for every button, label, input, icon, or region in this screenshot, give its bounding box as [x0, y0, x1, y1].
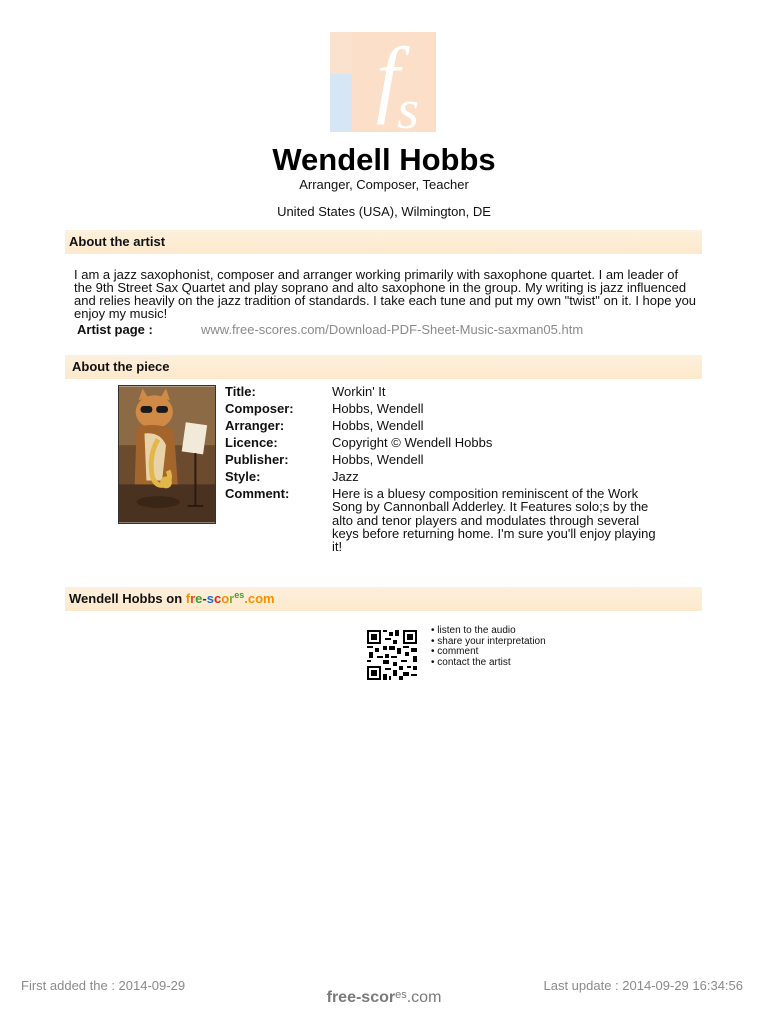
- artist-on-site-prefix: Wendell Hobbs on: [69, 591, 186, 606]
- arranger-value: Hobbs, Wendell: [332, 418, 424, 433]
- style-label: Style:: [225, 469, 261, 484]
- footer-logo-es: es: [395, 989, 407, 1001]
- score-cover-image: [118, 385, 216, 524]
- free-scores-brand[interactable]: fre-scor$^{es}$.com: [185, 590, 275, 606]
- about-piece-header: About the piece: [65, 355, 702, 379]
- artist-roles: Arranger, Composer, Teacher: [299, 177, 469, 192]
- artist-bio: I am a jazz saxophonist, composer and arranger working primarily with saxophone quartet. I am leader of the 9th Street Sax Quartet and play soprano and alto saxophone in the group. My writing is jazz influenced and relies heavily on the jazz tradition of standards. I take each tune and put my own "twist" on it. I hope you enjoy my music!: [74, 267, 697, 321]
- footer-logo-main: free-scor: [326, 989, 396, 1006]
- publisher-value: Hobbs, Wendell: [332, 452, 424, 467]
- artist-page-label: Artist page :: [77, 322, 153, 337]
- feature-contact-artist: • contact the artist: [431, 656, 511, 668]
- artist-name: Wendell Hobbs: [272, 142, 496, 177]
- arranger-label: Arranger:: [225, 418, 285, 433]
- composer-value: Hobbs, Wendell: [332, 401, 424, 416]
- licence-label: Licence:: [225, 435, 278, 450]
- feature-share-interpretation: • share your interpretation: [431, 635, 546, 647]
- artist-on-site-header: [65, 587, 702, 611]
- first-added-date: First added the : 2014-09-29: [21, 978, 186, 993]
- free-scores-logo-icon: [330, 32, 436, 132]
- last-update-date: Last update : 2014-09-29 16:34:56: [543, 978, 743, 993]
- comment-label: Comment:: [225, 486, 290, 501]
- comment-value: Here is a bluesy composition reminiscent of the Work Song by Cannonball Adderley. It Features solo;s by the alto and tenor players and modulates through several keys before returning home. I'm sure you'll enjoy playing it!: [332, 486, 656, 555]
- artist-location: United States (USA), Wilmington, DE: [277, 204, 491, 219]
- footer-logo-com: .com: [406, 989, 442, 1006]
- footer-logo: [0, 988, 768, 1009]
- style-value: Jazz: [332, 469, 359, 484]
- artist-page-link[interactable]: www.free-scores.com/Download-PDF-Sheet-Music-saxman05.htm: [201, 322, 584, 337]
- title-label: Title:: [225, 384, 256, 399]
- svg-text:s: s: [397, 79, 419, 132]
- licence-value: Copyright © Wendell Hobbs: [332, 435, 493, 450]
- about-artist-header: About the artist: [65, 230, 702, 254]
- feature-list: [431, 626, 546, 668]
- composer-label: Composer:: [225, 401, 294, 416]
- qr-code-icon[interactable]: [367, 630, 417, 680]
- feature-comment: • comment: [431, 646, 479, 657]
- publisher-label: Publisher:: [225, 452, 289, 467]
- title-value: Workin' It: [332, 384, 386, 399]
- svg-text:f: f: [376, 32, 400, 125]
- feature-listen-audio: • listen to the audio: [431, 625, 516, 636]
